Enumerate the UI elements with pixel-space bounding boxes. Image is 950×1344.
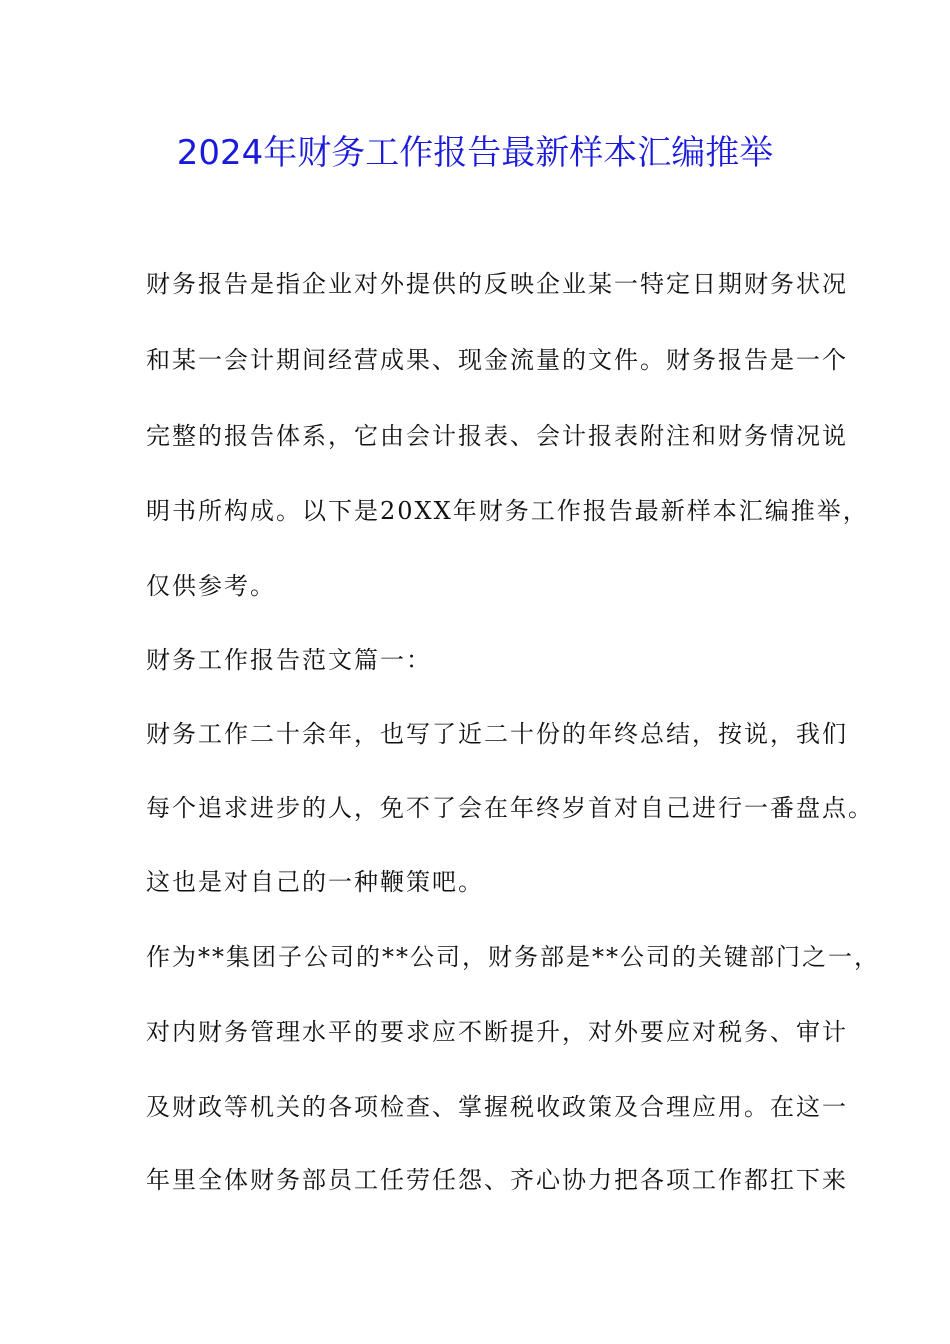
paragraph-line: 完整的报告体系，它由会计报表、会计报表附注和财务情况说 (146, 422, 848, 450)
section-heading: 财务工作报告范文篇一： (146, 646, 432, 674)
paragraph-line: 财务报告是指企业对外提供的反映企业某一特定日期财务状况 (146, 270, 848, 298)
document-title: 2024年财务工作报告最新样本汇编推举 (176, 133, 774, 173)
paragraph-line: 及财政等机关的各项检查、掌握税收政策及合理应用。在这一 (146, 1093, 848, 1121)
paragraph-line: 这也是对自己的一种鞭策吧。 (146, 868, 484, 896)
paragraph-line: 仅供参考。 (146, 572, 276, 600)
paragraph-line: 财务工作二十余年，也写了近二十份的年终总结，按说，我们 (146, 720, 848, 748)
paragraph-line: 对内财务管理水平的要求应不断提升，对外要应对税务、审计 (146, 1018, 848, 1046)
paragraph-line: 作为**集团子公司的**公司，财务部是**公司的关键部门之一， (146, 943, 880, 971)
paragraph-line: 年里全体财务部员工任劳任怨、齐心协力把各项工作都扛下来 (146, 1166, 848, 1194)
paragraph-line: 明书所构成。以下是20XX年财务工作报告最新样本汇编推举， (146, 497, 869, 525)
paragraph-line: 每个追求进步的人，免不了会在年终岁首对自己进行一番盘点。 (146, 794, 874, 822)
paragraph-line: 和某一会计期间经营成果、现金流量的文件。财务报告是一个 (146, 346, 848, 374)
